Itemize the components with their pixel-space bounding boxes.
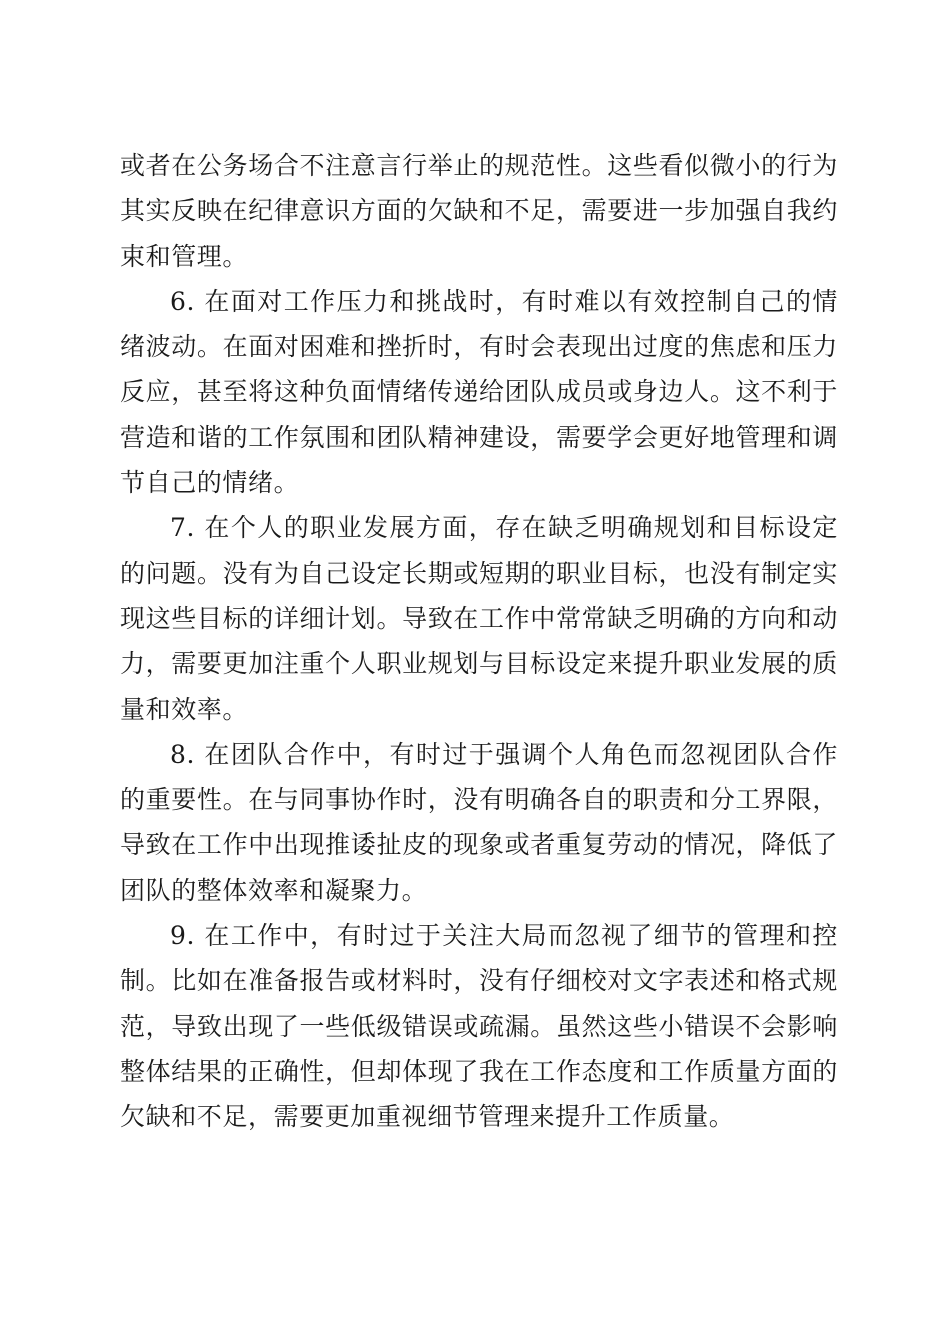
paragraph-item-9: 9. 在工作中，有时过于关注大局而忽视了细节的管理和控制。比如在准备报告或材料时，没有仔细校对文字表述和格式规范，导致出现了一些低级错误或疏漏。虽然这些小错误不会影响整体结果的正确性，但却体现了我在工作态度和工作质量方面的欠缺和不足，需要更加重视细节管理来提升工作质量。 (120, 921, 838, 1132)
paragraph-item-8: 8. 在团队合作中，有时过于强调个人角色而忽视团队合作的重要性。在与同事协作时，没有明确各自的职责和分工界限，导致在工作中出现推诿扯皮的现象或者重复劳动的情况，降低了团队的整体效率和凝聚力。 (120, 739, 838, 905)
paragraph-item-6: 6. 在面对工作压力和挑战时，有时难以有效控制自己的情绪波动。在面对困难和挫折时，有时会表现出过度的焦虑和压力反应，甚至将这种负面情绪传递给团队成员或身边人。这不利于营造和谐的工作氛围和团队精神建设，需要学会更好地管理和调节自己的情绪。 (120, 286, 838, 498)
paragraph-continued: 或者在公务场合不注意言行举止的规范性。这些看似微小的行为其实反映在纪律意识方面的欠缺和不足，需要进一步加强自我约束和管理。 (120, 151, 838, 271)
paragraph-item-7: 7. 在个人的职业发展方面，存在缺乏明确规划和目标设定的问题。没有为自己设定长期或短期的职业目标，也没有制定实现这些目标的详细计划。导致在工作中常常缺乏明确的方向和动力，需要更加注重个人职业规划与目标设定来提升职业发展的质量和效率。 (120, 513, 838, 724)
document-body (120, 143, 838, 1140)
